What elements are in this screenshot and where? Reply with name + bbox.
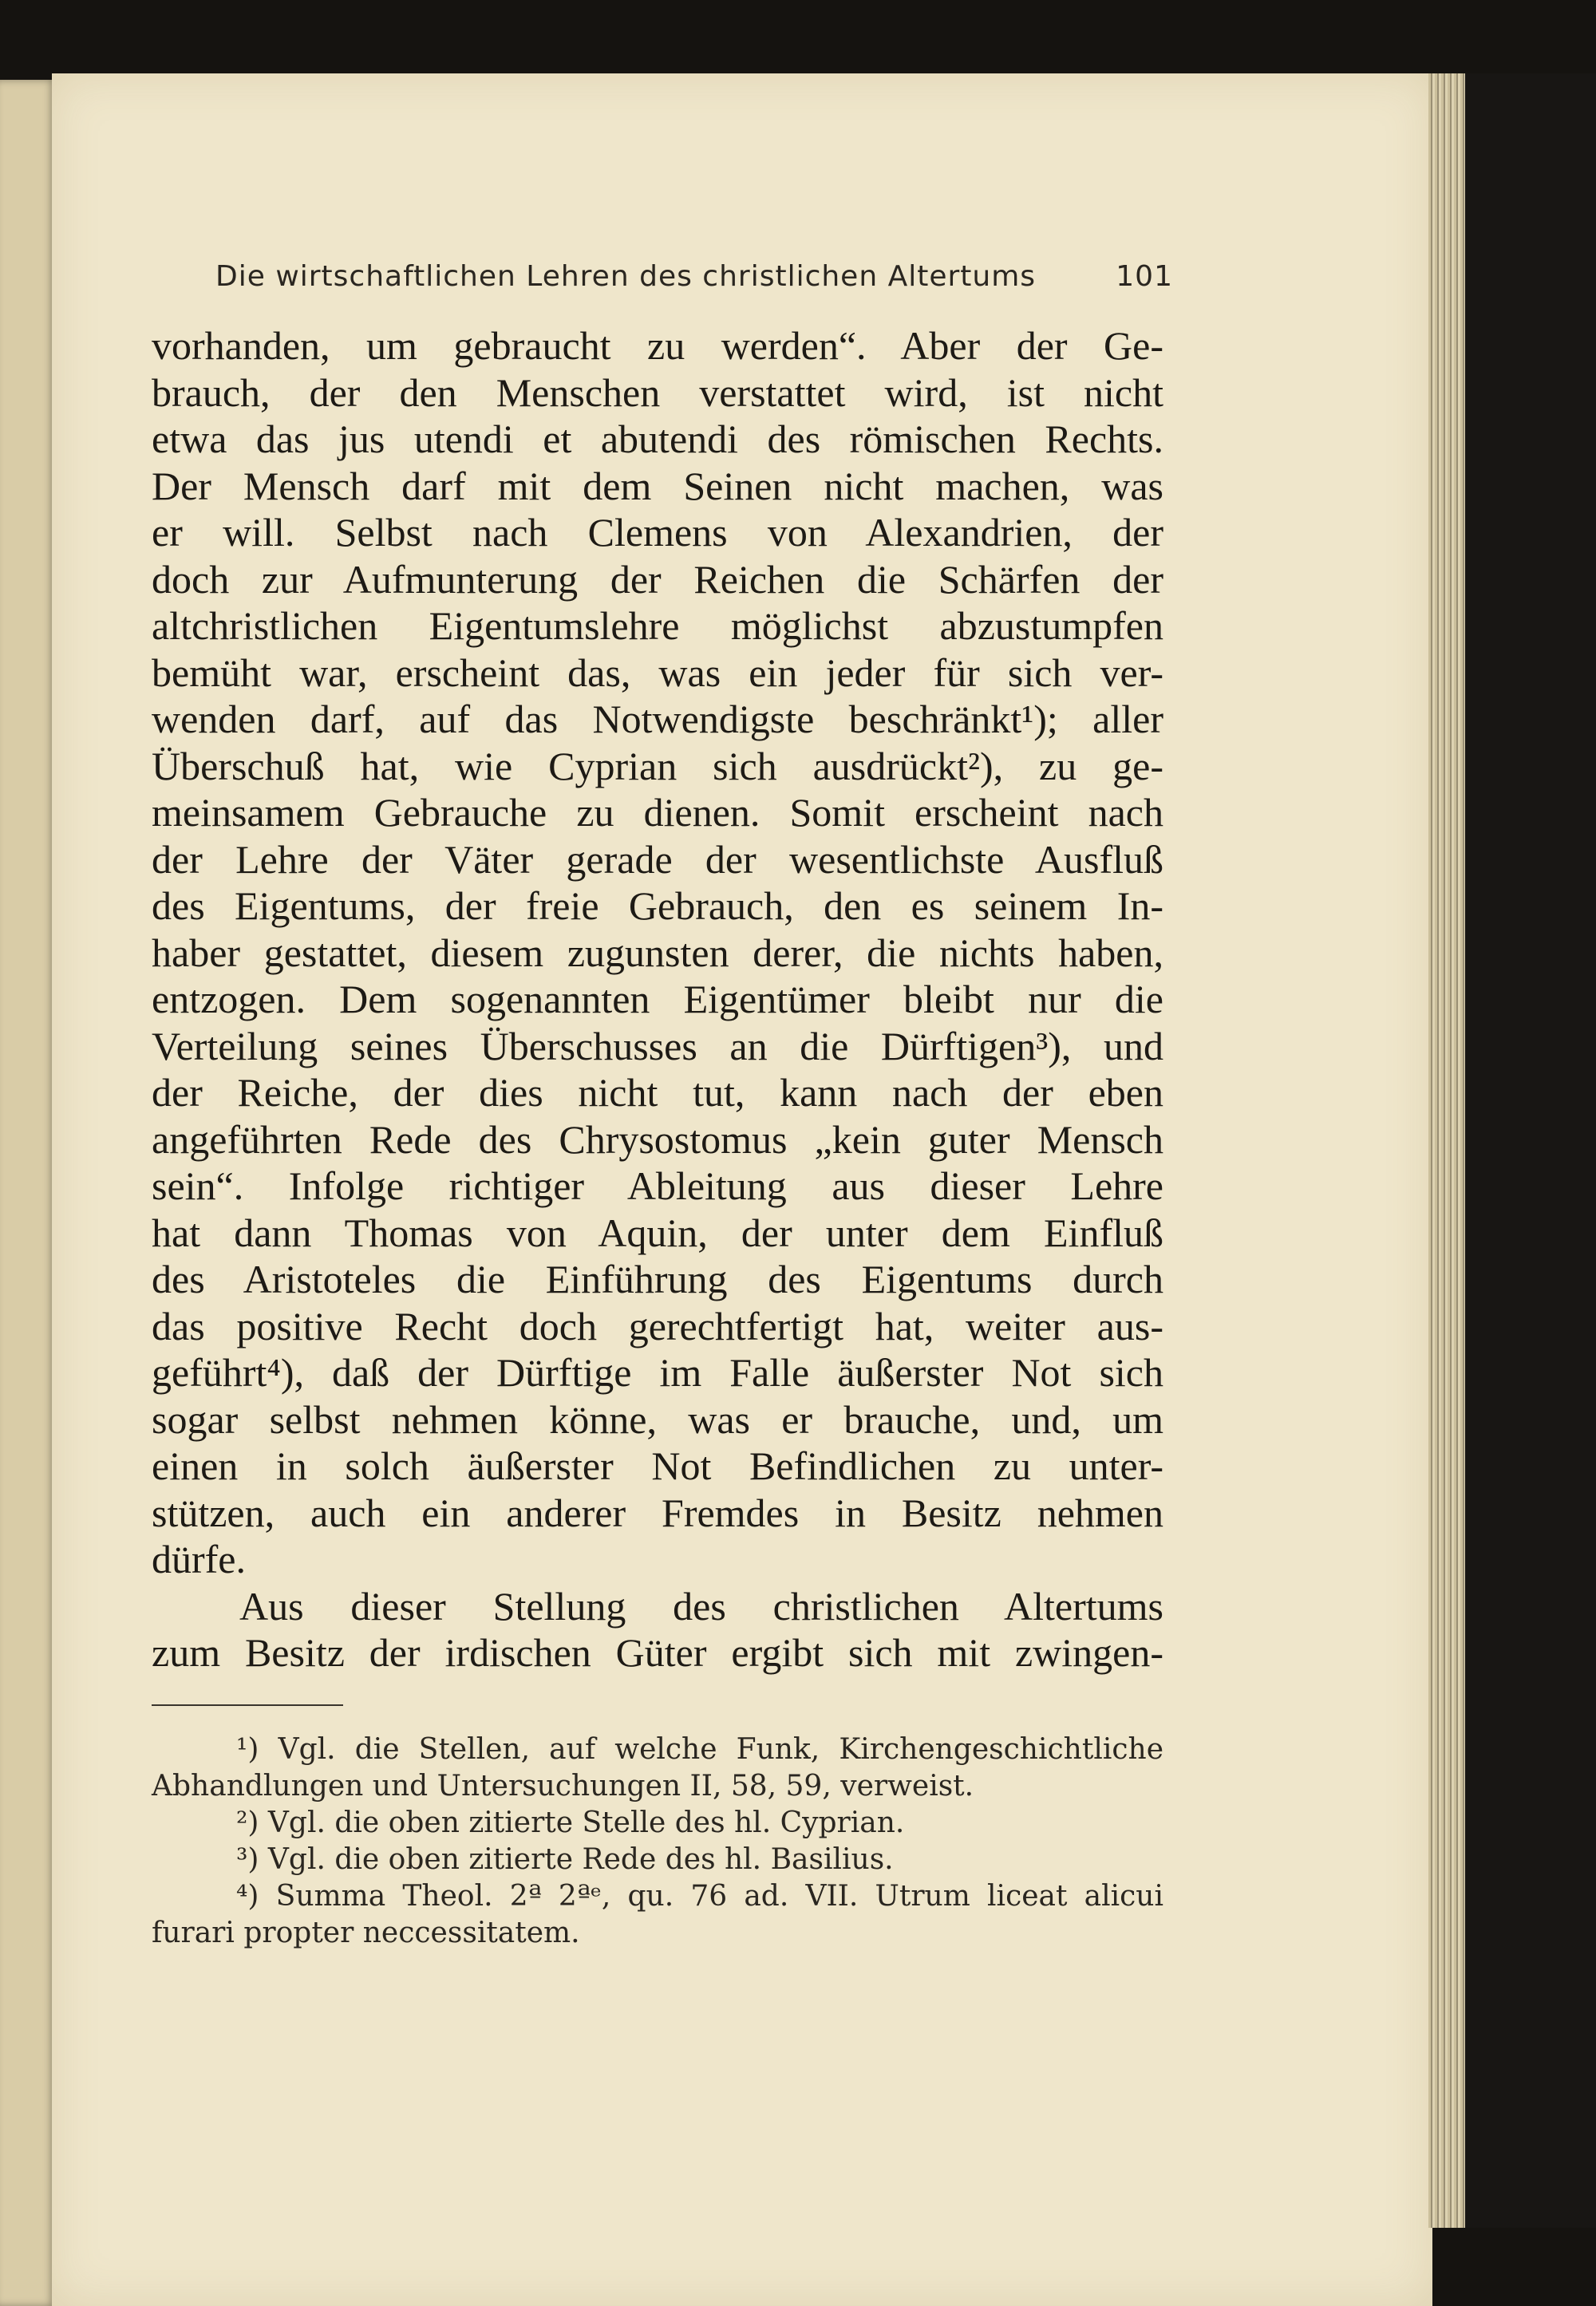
book-cover-edge [1465,73,1596,2228]
text-line: er will. Selbst nach Clemens von Alexandrien, der [152,510,1163,555]
text-line: der Lehre der Väter gerade der wesentlichste Ausfluß [152,836,1163,882]
text-line: zum Besitz der irdischen Güter ergibt sich mit zwingen- [152,1630,1163,1675]
footnote-line: ⁴) Summa Theol. 2ª 2ªᵉ, qu. 76 ad. VII. Utrum liceat alicui [236,1880,1163,1913]
footnote-line: ²) Vgl. die oben zitierte Stelle des hl. Cyprian. [236,1806,905,1839]
text-line: entzogen. Dem sogenannten Eigentümer bleibt nur die [152,977,1163,1021]
facing-page-edge [0,80,56,2306]
text-line: Aus dieser Stellung des christlichen Altertums [239,1583,1163,1629]
text-line: Der Mensch darf mit dem Seinen nicht machen, was [152,463,1163,508]
text-line: geführt⁴), daß der Dürftige im Falle äußerster Not sich [152,1350,1163,1395]
text-line: vorhanden, um gebraucht zu werden“. Aber der Ge- [152,323,1163,368]
page-stack-edges [1428,73,1465,2228]
text-line: der Reiche, der dies nicht tut, kann nach der eben [152,1070,1163,1115]
footnote-separator [152,1704,343,1706]
footnote-line: furari propter neccessitatem. [152,1917,580,1949]
text-line: sein“. Infolge richtiger Ableitung aus dieser Lehre [152,1163,1163,1208]
text-line: Überschuß hat, wie Cyprian sich ausdrückt²), zu ge- [152,743,1163,788]
text-line: hat dann Thomas von Aquin, der unter dem Einfluß [152,1210,1163,1255]
running-header [215,260,1173,293]
text-line: wenden darf, auf das Notwendigste beschränkt¹); aller [152,697,1163,741]
text-line: einen in solch äußerster Not Befindlichen zu unter- [152,1443,1163,1488]
text-line: doch zur Aufmunterung der Reichen die Schärfen der [152,556,1163,602]
text-line: brauch, der den Menschen verstattet wird, ist nicht [152,369,1163,415]
text-line: meinsamem Gebrauche zu dienen. Somit erscheint nach [152,790,1163,835]
footnote-line: ³) Vgl. die oben zitierte Rede des hl. Basilius. [236,1843,894,1876]
text-line: sogar selbst nehmen könne, was er brauche, und, um [152,1396,1163,1442]
text-line: des Eigentums, der freie Gebrauch, den es seinem In- [152,883,1163,928]
main-text [152,322,1163,1676]
page-number: 101 [1116,260,1173,293]
footnote-line: Abhandlungen und Untersuchungen II, 58, 59, verweist. [152,1770,974,1803]
text-line: das positive Recht doch gerechtfertigt hat, weiter aus- [152,1303,1163,1348]
text-line: stützen, auch ein anderer Fremdes in Besitz nehmen [152,1490,1163,1535]
text-line: Verteilung seines Überschusses an die Dürftigen³), und [152,1023,1163,1068]
text-line: angeführten Rede des Chrysostomus „kein guter Mensch [152,1116,1163,1162]
text-line: etwa das jus utendi et abutendi des römischen Rechts. [152,417,1163,461]
footnotes [152,1731,1163,1952]
text-line: bemüht war, erscheint das, was ein jeder für sich ver- [152,650,1163,695]
text-line: dürfe. [152,1537,246,1581]
text-line: des Aristoteles die Einführung des Eigentums durch [152,1257,1163,1301]
text-line: haber gestattet, diesem zugunsten derer, die nichts haben, [152,930,1163,975]
running-title: Die wirtschaftlichen Lehren des christlichen Altertums [215,260,1037,293]
text-line: altchristlichen Eigentumslehre möglichst abzustumpfen [152,603,1163,648]
footnote-line: ¹) Vgl. die Stellen, auf welche Funk, Kirchengeschichtliche [236,1733,1163,1766]
